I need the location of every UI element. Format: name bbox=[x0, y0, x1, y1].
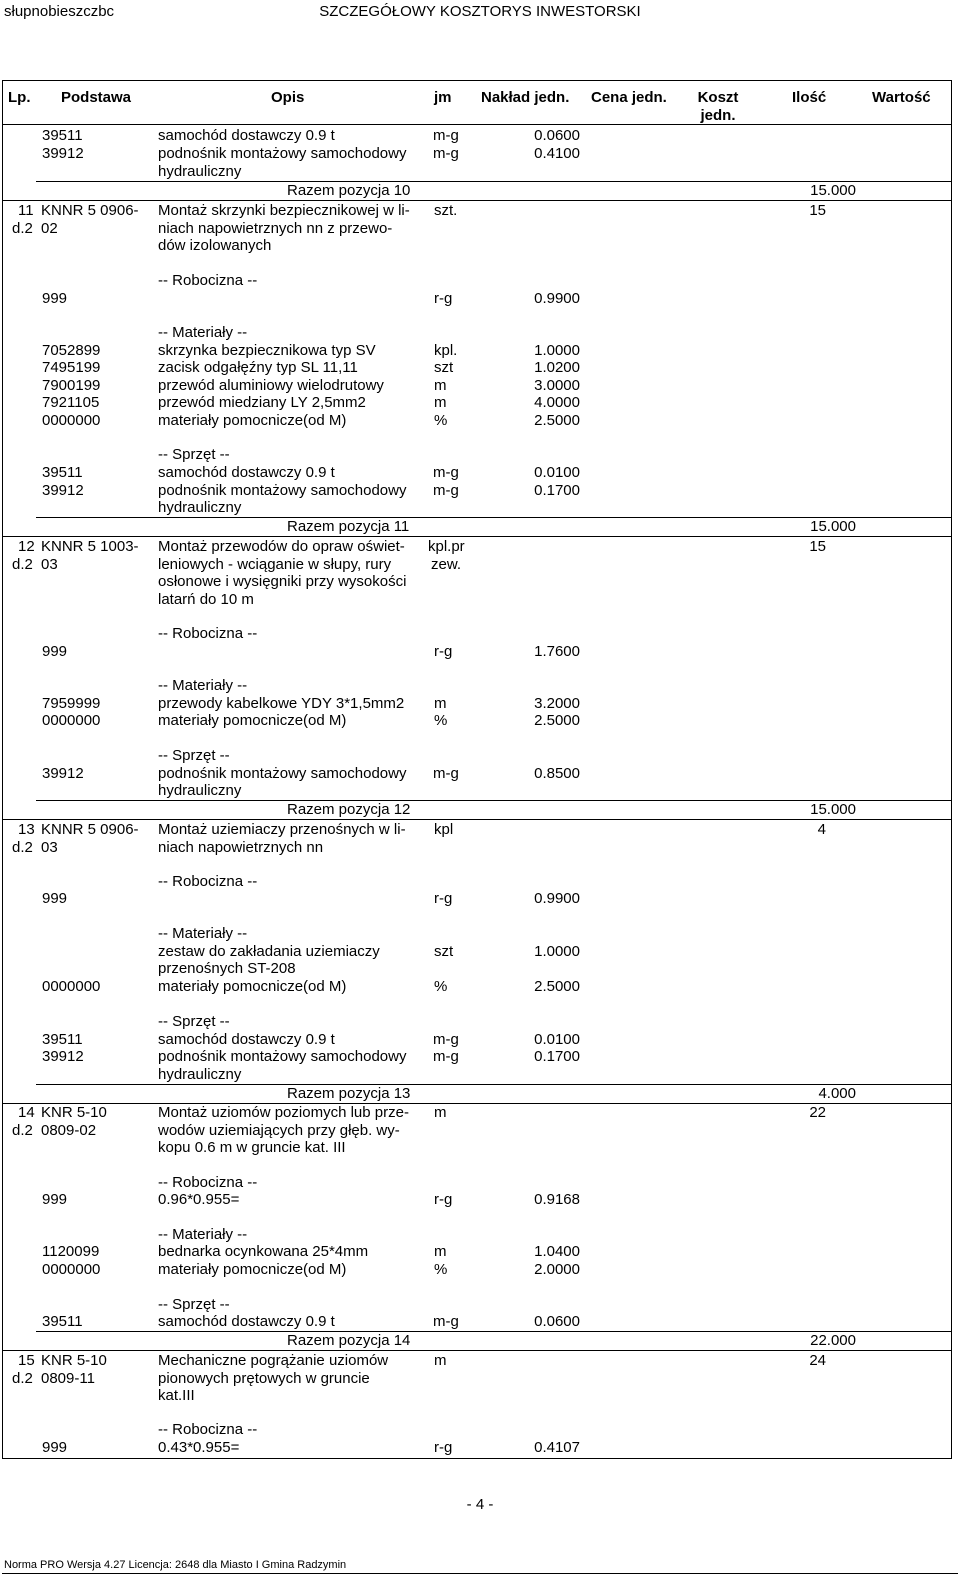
position-lp: 11 bbox=[18, 202, 34, 219]
row-jm: szt bbox=[434, 943, 454, 960]
row-jm: r-g bbox=[434, 1439, 453, 1456]
col-header-cena: Cena jedn. bbox=[591, 89, 667, 106]
row-value: 2.5000 bbox=[534, 712, 580, 729]
row-desc-cont: hydrauliczny bbox=[158, 163, 242, 180]
row-value: 0.4107 bbox=[534, 1439, 580, 1456]
row-jm: m-g bbox=[433, 1031, 459, 1048]
position-lp: 12 bbox=[18, 538, 35, 555]
row-value: 1.7600 bbox=[534, 643, 580, 660]
row-value: 1.0400 bbox=[534, 1243, 580, 1260]
row-code: 7052899 bbox=[42, 342, 101, 359]
row-jm: % bbox=[434, 1261, 448, 1278]
row-desc: podnośnik montażowy samochodowy bbox=[158, 1048, 407, 1065]
row-code: 39912 bbox=[42, 482, 84, 499]
table-top-border bbox=[2, 80, 952, 81]
position-jm: szt. bbox=[434, 202, 458, 219]
row-code: 39511 bbox=[42, 127, 83, 144]
row-code: 7495199 bbox=[42, 359, 101, 376]
col-header-koszt: Koszt bbox=[697, 89, 739, 106]
row-jm: m-g bbox=[433, 464, 459, 481]
row-jm: m-g bbox=[433, 145, 459, 162]
total-label: Razem pozycja 10 bbox=[287, 182, 411, 199]
row-desc: przewód aluminiowy wielodrutowy bbox=[158, 377, 384, 394]
row-desc: 0.96*0.955= bbox=[158, 1191, 240, 1208]
row-value: 0.0600 bbox=[534, 1313, 580, 1330]
position-opis: niach napowietrznych nn z przewo- bbox=[158, 220, 393, 237]
separator bbox=[2, 1350, 952, 1351]
row-value: 1.0000 bbox=[534, 943, 580, 960]
row-desc: materiały pomocnicze(od M) bbox=[158, 712, 347, 729]
table-bottom-border bbox=[2, 1458, 952, 1459]
section-robocizna: -- Robocizna -- bbox=[158, 1174, 258, 1191]
row-desc: samochód dostawczy 0.9 t bbox=[158, 1313, 335, 1330]
row-desc-cont: hydrauliczny bbox=[158, 782, 242, 799]
col-header-podstawa: Podstawa bbox=[61, 89, 132, 106]
row-value: 0.1700 bbox=[534, 1048, 580, 1065]
section-materialy: -- Materiały -- bbox=[158, 324, 248, 341]
row-code: 0000000 bbox=[42, 712, 101, 729]
total-label: Razem pozycja 12 bbox=[287, 801, 411, 818]
row-code: 39912 bbox=[42, 765, 84, 782]
row-jm: r-g bbox=[434, 890, 453, 907]
row-desc-cont: hydrauliczny bbox=[158, 499, 242, 516]
position-opis: dów izolowanych bbox=[158, 237, 272, 254]
row-jm: m bbox=[434, 1243, 447, 1260]
row-jm: m bbox=[434, 377, 447, 394]
section-materialy: -- Materiały -- bbox=[158, 1226, 248, 1243]
row-jm: kpl. bbox=[434, 342, 458, 359]
section-sprzet: -- Sprzęt -- bbox=[158, 1296, 230, 1313]
row-desc: przewody kabelkowe YDY 3*1,5mm2 bbox=[158, 695, 405, 712]
position-ilosc: 24 bbox=[809, 1352, 826, 1369]
row-value: 1.0000 bbox=[534, 342, 580, 359]
position-sub: d.2 bbox=[12, 1122, 33, 1139]
row-value: 0.0100 bbox=[534, 1031, 580, 1048]
position-podstawa-cont: 0809-02 bbox=[41, 1122, 97, 1139]
position-jm: kpl.pr bbox=[428, 538, 465, 555]
position-podstawa: KNNR 5 0906- bbox=[41, 202, 139, 219]
section-robocizna: -- Robocizna -- bbox=[158, 625, 258, 642]
position-ilosc: 22 bbox=[809, 1104, 826, 1121]
section-materialy: -- Materiały -- bbox=[158, 677, 248, 694]
position-opis: Montaż przewodów do opraw oświet- bbox=[158, 538, 405, 555]
row-code: 999 bbox=[42, 1191, 68, 1208]
row-code: 39511 bbox=[42, 1031, 83, 1048]
position-lp: 15 bbox=[18, 1352, 35, 1369]
row-value: 0.9168 bbox=[534, 1191, 580, 1208]
page-number: - 4 - bbox=[466, 1496, 494, 1513]
row-jm: r-g bbox=[434, 643, 453, 660]
position-jm-cont: zew. bbox=[431, 556, 462, 573]
position-opis: Montaż skrzynki bezpiecznikowej w li- bbox=[158, 202, 410, 219]
section-robocizna: -- Robocizna -- bbox=[158, 272, 258, 289]
row-jm: % bbox=[434, 978, 448, 995]
position-opis: Mechaniczne pogrążanie uziomów bbox=[158, 1352, 389, 1369]
row-value: 0.8500 bbox=[534, 765, 580, 782]
position-sub: d.2 bbox=[12, 220, 33, 237]
position-jm: kpl bbox=[434, 821, 454, 838]
position-podstawa: KNNR 5 1003- bbox=[41, 538, 139, 555]
section-sprzet: -- Sprzęt -- bbox=[158, 446, 230, 463]
row-jm: m-g bbox=[433, 127, 459, 144]
row-code: 999 bbox=[42, 643, 68, 660]
row-value: 0.4100 bbox=[534, 145, 580, 162]
row-jm: szt bbox=[434, 359, 454, 376]
position-podstawa: KNR 5-10 bbox=[41, 1352, 107, 1369]
position-opis: kat.III bbox=[158, 1387, 195, 1404]
position-opis: osłonowe i wysięgniki przy wysokości bbox=[158, 573, 407, 590]
row-desc: podnośnik montażowy samochodowy bbox=[158, 765, 407, 782]
row-desc: samochód dostawczy 0.9 t bbox=[158, 1031, 335, 1048]
total-label: Razem pozycja 14 bbox=[287, 1332, 411, 1349]
row-code: 0000000 bbox=[42, 412, 101, 429]
footer-divider bbox=[2, 1573, 958, 1574]
row-value: 0.9900 bbox=[534, 290, 580, 307]
row-desc: zacisk odgałęźny typ SL 11,11 bbox=[158, 359, 358, 376]
col-header-opis: Opis bbox=[271, 89, 305, 106]
section-sprzet: -- Sprzęt -- bbox=[158, 1013, 230, 1030]
position-ilosc: 15 bbox=[809, 202, 826, 219]
row-code: 39511 bbox=[42, 464, 83, 481]
row-value: 4.0000 bbox=[534, 394, 580, 411]
section-sprzet: -- Sprzęt -- bbox=[158, 747, 230, 764]
position-opis: Montaż uziomów poziomych lub prze- bbox=[158, 1104, 409, 1121]
row-desc: bednarka ocynkowana 25*4mm bbox=[158, 1243, 369, 1260]
page-title: SZCZEGÓŁOWY KOSZTORYS INWESTORSKI bbox=[319, 3, 641, 20]
position-sub: d.2 bbox=[12, 839, 33, 856]
section-robocizna: -- Robocizna -- bbox=[158, 873, 258, 890]
row-value: 0.1700 bbox=[534, 482, 580, 499]
col-header-ilosc: Ilość bbox=[792, 89, 827, 106]
header-left: słupnobieszczbc bbox=[4, 3, 115, 20]
total-value: 22.000 bbox=[810, 1332, 856, 1349]
col-header-koszt-jedn: jedn. bbox=[700, 107, 736, 124]
row-jm: m bbox=[434, 695, 447, 712]
table-left-border bbox=[2, 80, 3, 1458]
row-value: 3.2000 bbox=[534, 695, 580, 712]
header-bottom-border bbox=[2, 124, 952, 125]
table-right-border bbox=[951, 80, 952, 1458]
col-header-wartosc: Wartość bbox=[872, 89, 931, 106]
row-code: 39912 bbox=[42, 1048, 84, 1065]
position-podstawa-cont: 03 bbox=[41, 839, 58, 856]
row-desc-cont: hydrauliczny bbox=[158, 1066, 242, 1083]
position-podstawa-cont: 0809-11 bbox=[41, 1370, 95, 1387]
row-code: 999 bbox=[42, 290, 68, 307]
col-header-lp: Lp. bbox=[8, 89, 31, 106]
row-desc: zestaw do zakładania uziemiaczy bbox=[158, 943, 380, 960]
row-code: 0000000 bbox=[42, 978, 101, 995]
row-code: 7900199 bbox=[42, 377, 101, 394]
position-podstawa-cont: 02 bbox=[41, 220, 58, 237]
section-robocizna: -- Robocizna -- bbox=[158, 1421, 258, 1438]
row-value: 2.5000 bbox=[534, 978, 580, 995]
row-value: 2.0000 bbox=[534, 1261, 580, 1278]
row-desc: skrzynka bezpiecznikowa typ SV bbox=[158, 342, 376, 359]
row-code: 1120099 bbox=[42, 1243, 100, 1260]
position-podstawa-cont: 03 bbox=[41, 556, 58, 573]
row-desc: samochód dostawczy 0.9 t bbox=[158, 464, 335, 481]
total-label: Razem pozycja 13 bbox=[287, 1085, 411, 1102]
position-opis: Montaż uziemiaczy przenośnych w li- bbox=[158, 821, 406, 838]
position-podstawa: KNR 5-10 bbox=[41, 1104, 107, 1121]
row-desc: materiały pomocnicze(od M) bbox=[158, 412, 347, 429]
row-jm: r-g bbox=[434, 290, 453, 307]
position-lp: 13 bbox=[18, 821, 35, 838]
col-header-jm: jm bbox=[434, 89, 452, 106]
row-value: 0.9900 bbox=[534, 890, 580, 907]
position-sub: d.2 bbox=[12, 556, 33, 573]
row-value: 1.0200 bbox=[534, 359, 580, 376]
row-jm: m bbox=[434, 394, 447, 411]
position-podstawa: KNNR 5 0906- bbox=[41, 821, 139, 838]
row-code: 0000000 bbox=[42, 1261, 101, 1278]
row-code: 999 bbox=[42, 1439, 68, 1456]
row-value: 0.0100 bbox=[534, 464, 580, 481]
position-ilosc: 15 bbox=[809, 538, 826, 555]
row-desc: podnośnik montażowy samochodowy bbox=[158, 145, 407, 162]
total-value: 4.000 bbox=[818, 1085, 856, 1102]
position-opis: leniowych - wciąganie w słupy, rury bbox=[158, 556, 392, 573]
footer-text: Norma PRO Wersja 4.27 Licencja: 2648 dla Miasto I Gmina Radzymin bbox=[4, 1559, 347, 1571]
row-jm: m-g bbox=[433, 1048, 459, 1065]
row-code: 999 bbox=[42, 890, 68, 907]
row-desc: 0.43*0.955= bbox=[158, 1439, 240, 1456]
col-header-naklad: Nakład jedn. bbox=[481, 89, 570, 106]
row-value: 0.0600 bbox=[534, 127, 580, 144]
position-sub: d.2 bbox=[12, 1370, 33, 1387]
row-code: 39912 bbox=[42, 145, 84, 162]
position-opis: kopu 0.6 m w gruncie kat. III bbox=[158, 1139, 346, 1156]
separator bbox=[2, 536, 952, 537]
row-code: 7921105 bbox=[42, 394, 100, 411]
row-jm: m-g bbox=[433, 1313, 459, 1330]
row-value: 3.0000 bbox=[534, 377, 580, 394]
row-desc-cont: przenośnych ST-208 bbox=[158, 960, 296, 977]
total-value: 15.000 bbox=[810, 801, 856, 818]
row-code: 39511 bbox=[42, 1313, 83, 1330]
total-value: 15.000 bbox=[810, 518, 856, 535]
row-jm: % bbox=[434, 412, 448, 429]
position-jm: m bbox=[434, 1352, 447, 1369]
row-desc: samochód dostawczy 0.9 t bbox=[158, 127, 335, 144]
row-jm: % bbox=[434, 712, 448, 729]
row-jm: m-g bbox=[433, 765, 459, 782]
separator bbox=[2, 200, 952, 201]
position-opis: latarń do 10 m bbox=[158, 591, 254, 608]
position-lp: 14 bbox=[18, 1104, 35, 1121]
row-desc: materiały pomocnicze(od M) bbox=[158, 978, 347, 995]
separator bbox=[2, 819, 952, 820]
position-opis: pionowych prętowych w gruncie bbox=[158, 1370, 370, 1387]
section-materialy: -- Materiały -- bbox=[158, 925, 248, 942]
row-desc: podnośnik montażowy samochodowy bbox=[158, 482, 407, 499]
row-jm: r-g bbox=[434, 1191, 453, 1208]
row-desc: przewód miedziany LY 2,5mm2 bbox=[158, 394, 366, 411]
position-opis: wodów uziemiających przy głęb. wy- bbox=[158, 1122, 400, 1139]
position-opis: niach napowietrznych nn bbox=[158, 839, 324, 856]
row-code: 7959999 bbox=[42, 695, 101, 712]
total-label: Razem pozycja 11 bbox=[287, 518, 410, 535]
row-desc: materiały pomocnicze(od M) bbox=[158, 1261, 347, 1278]
position-ilosc: 4 bbox=[817, 821, 826, 838]
row-jm: m-g bbox=[433, 482, 459, 499]
row-value: 2.5000 bbox=[534, 412, 580, 429]
position-jm: m bbox=[434, 1104, 447, 1121]
total-value: 15.000 bbox=[810, 182, 856, 199]
